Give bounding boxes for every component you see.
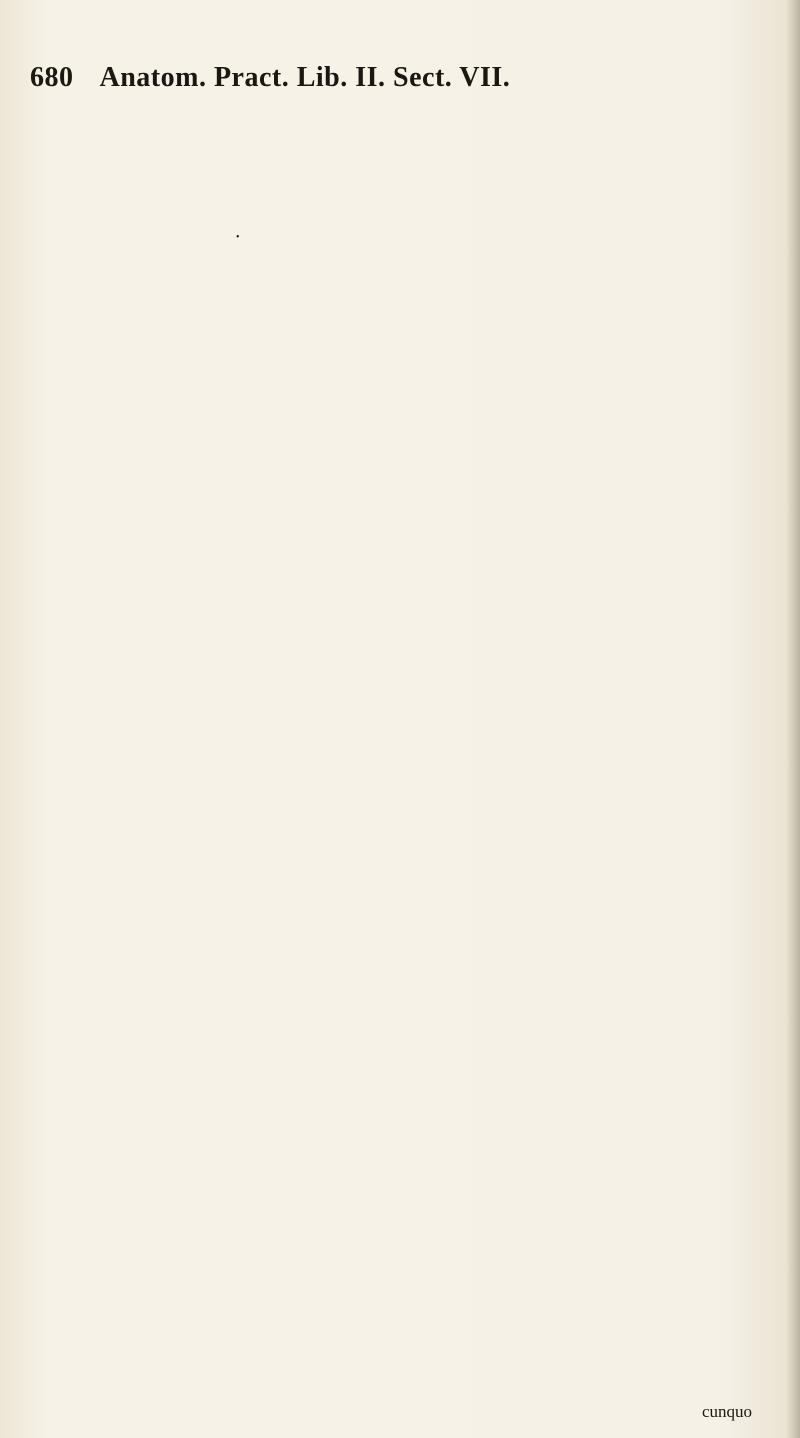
page-number: 680 <box>30 62 74 93</box>
page-header <box>30 62 782 98</box>
ornament-dot: • <box>236 232 240 243</box>
running-head: Anatom. Pract. Lib. II. Sect. VII. <box>99 62 511 93</box>
page-gutter-shadow <box>786 0 800 1438</box>
catchword: cunquo <box>701 1402 752 1421</box>
